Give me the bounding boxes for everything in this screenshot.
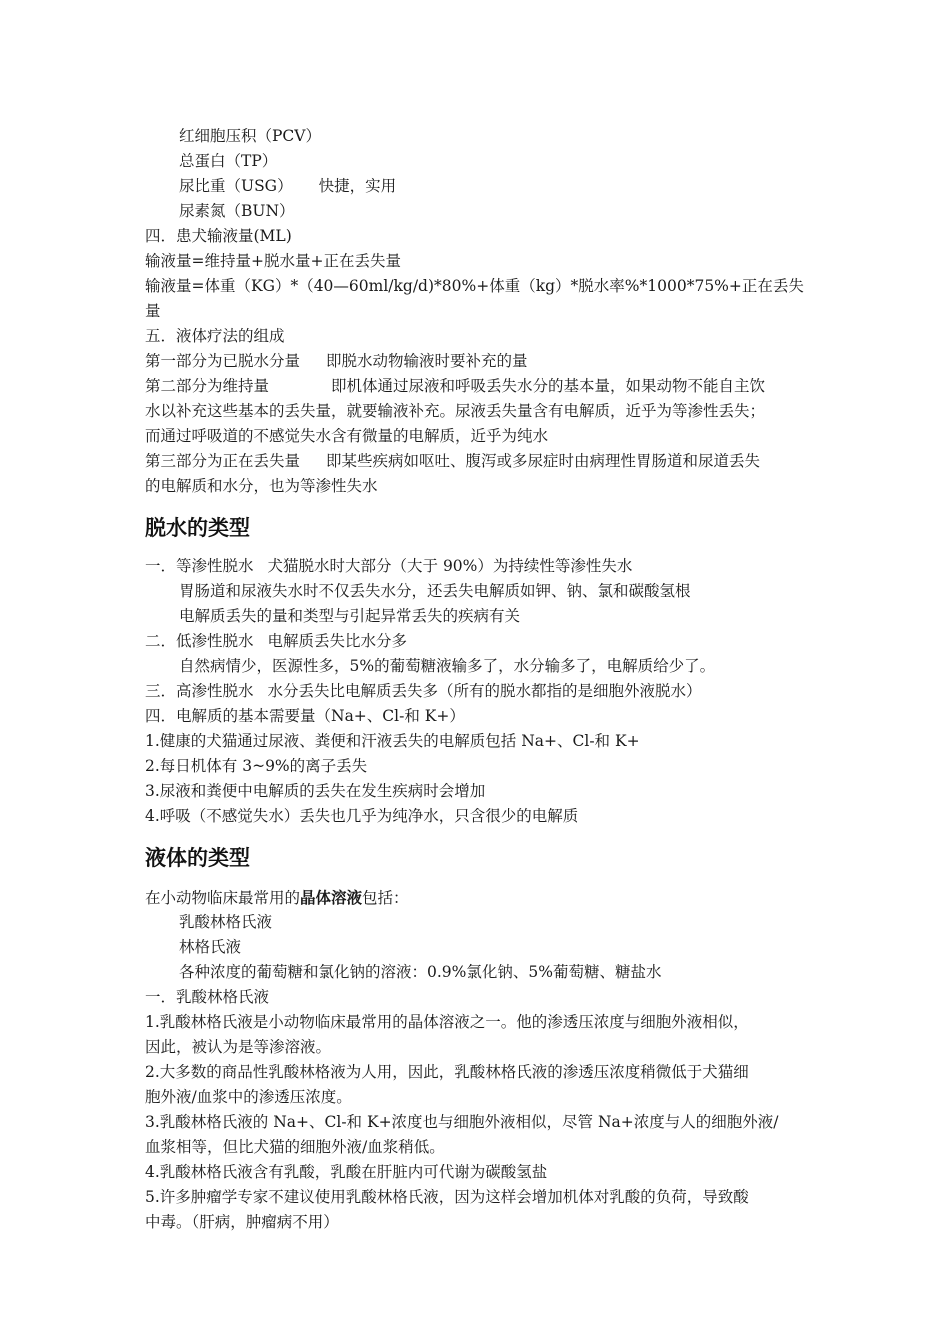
text-line: 胞外液/血浆中的渗透压浓度。 [145,1088,352,1106]
text-line: 中毒。（肝病，肿瘤病不用） [145,1213,339,1231]
text-line: 输液量=体重（KG）*（40—60ml/kg/d)*80%+体重（kg）*脱水率%*1000*75%+正在丢失 [145,277,804,295]
list-item: 各种浓度的葡萄糖和氯化钠的溶液：0.9%氯化钠、5%葡萄糖、糖盐水 [179,963,662,981]
text-line [145,679,815,704]
text-line: 总蛋白（TP） [179,152,278,170]
text-span: 电解质丢失比水分多 [267,632,408,650]
text-span: 三．高渗性脱水 [145,682,254,700]
list-item: 1.健康的犬猫通过尿液、粪便和汗液丢失的电解质包括 Na+、Cl-和 K+ [145,732,640,750]
text-line [145,374,815,399]
text-span: 在小动物临床最常用的 [145,889,301,907]
text-line: 2.大多数的商品性乳酸林格液为人用，因此，乳酸林格氏液的渗透压浓度稍微低于犬猫细 [145,1063,749,1081]
text-span: 第一部分为已脱水分量 [145,352,301,370]
text-line: 血浆相等，但比犬猫的细胞外液/血浆稍低。 [145,1138,445,1156]
text-span: 第二部分为维持量 [145,377,270,395]
list-item: 2.每日机体有 3~9%的离子丢失 [145,757,368,775]
text-span: 水分丢失比电解质丢失多（所有的脱水都指的是细胞外液脱水） [267,682,702,700]
text-line: 5.许多肿瘤学专家不建议使用乳酸林格氏液，因为这样会增加机体对乳酸的负荷，导致酸 [145,1188,749,1206]
list-item: 4.呼吸（不感觉失水）丢失也几乎为纯净水，只含很少的电解质 [145,807,579,825]
heading-dehydration-types: 脱水的类型 [145,516,250,540]
list-item: 3.尿液和粪便中电解质的丢失在发生疾病时会增加 [145,782,486,800]
text-line: 红细胞压积（PCV） [179,127,321,145]
section-title: 四．患犬输液量(ML) [145,227,292,245]
section-title: 五．液体疗法的组成 [145,327,285,345]
text-line: 尿素氮（BUN） [179,202,295,220]
text-line: 水以补充这些基本的丢失量，就要输液补充。尿液丢失量含有电解质，近乎为等渗性丢失； [145,402,766,420]
document-page [145,124,815,1235]
text-span: 尿比重（USG） [179,177,293,195]
text-line: 3.乳酸林格氏液的 Na+、Cl-和 K+浓度也与细胞外液相似，尽管 Na+浓度与人的细胞外液/ [145,1113,779,1131]
text-line: 1.乳酸林格氏液是小动物临床最常用的晶体溶液之一。他的渗透压浓度与细胞外液相似， [145,1013,749,1031]
text-line [145,629,815,654]
text-line: 电解质丢失的量和类型与引起异常丢失的疾病有关 [179,607,521,625]
text-line: 胃肠道和尿液失水时不仅丢失水分，还丢失电解质如钾、钠、氯和碳酸氢根 [179,582,691,600]
text-span: 即某些疾病如呕吐、腹泻或多尿症时由病理性胃肠道和尿道丢失 [326,452,761,470]
text-span: 犬猫脱水时大部分（大于 90%）为持续性等渗性失水 [267,557,633,575]
list-item: 乳酸林格氏液 [179,913,273,931]
text-line [145,885,815,910]
text-line: 因此，被认为是等渗溶液。 [145,1038,332,1056]
text-span: 即脱水动物输液时要补充的量 [326,352,528,370]
text-line: 自然病情少，医源性多，5%的葡萄糖液输多了，水分输多了，电解质给少了。 [179,657,716,675]
text-line [145,174,815,199]
text-line [145,349,815,374]
heading-fluid-types: 液体的类型 [145,846,250,870]
text-line: 输液量=维持量+脱水量+正在丢失量 [145,252,401,270]
text-line [145,554,815,579]
text-line [145,449,815,474]
text-span: 二．低渗性脱水 [145,632,254,650]
text-span: 即机体通过尿液和呼吸丢失水分的基本量，如果动物不能自主饮 [331,377,766,395]
text-line: 量 [145,302,161,320]
text-span: 快捷，实用 [318,177,397,195]
text-span: 一．等渗性脱水 [145,557,254,575]
text-line: 4.乳酸林格氏液含有乳酸，乳酸在肝脏内可代谢为碳酸氢盐 [145,1163,548,1181]
text-span: 第三部分为正在丢失量 [145,452,301,470]
section-title: 一．乳酸林格氏液 [145,988,270,1006]
text-line: 的电解质和水分，也为等渗性失水 [145,477,378,495]
bold-term: 晶体溶液 [300,888,363,907]
section-title: 四．电解质的基本需要量（Na+、Cl-和 K+） [145,707,465,725]
text-span: 包括： [362,889,409,907]
text-line: 而通过呼吸道的不感觉失水含有微量的电解质，近乎为纯水 [145,427,549,445]
list-item: 林格氏液 [179,938,242,956]
